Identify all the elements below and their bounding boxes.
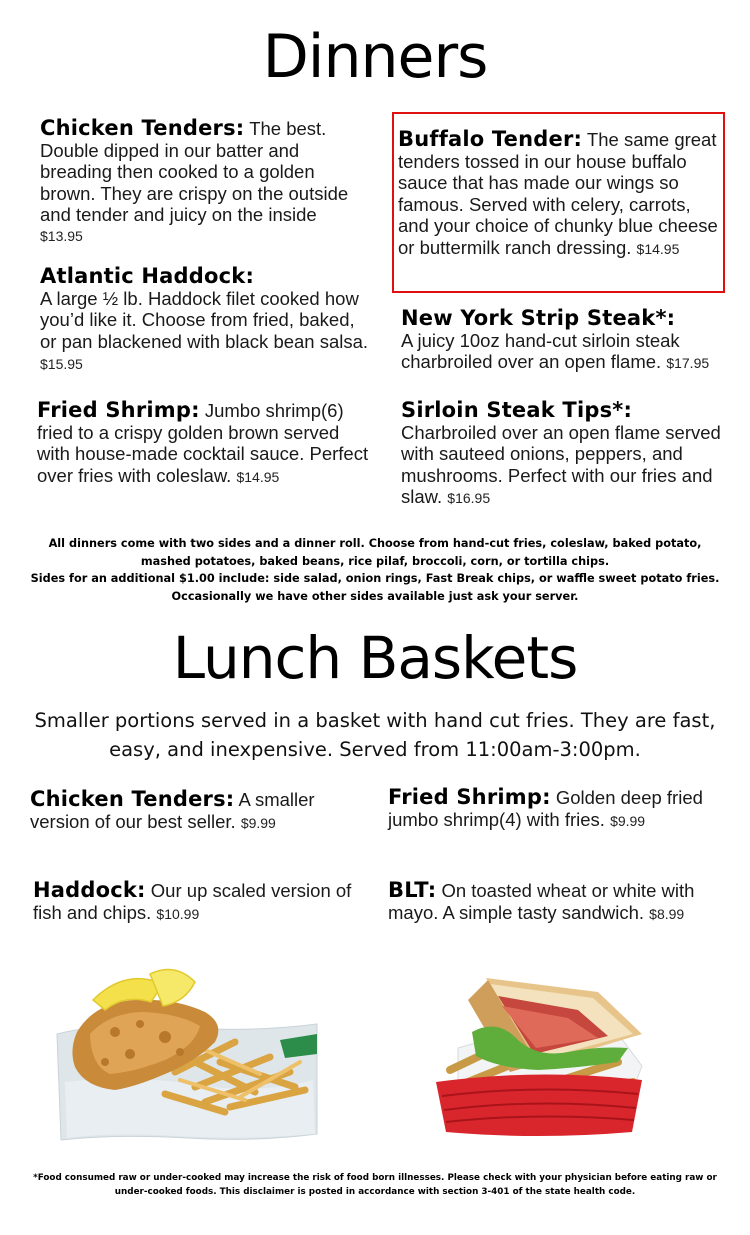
item-desc: Our up scaled version of fish and chips. bbox=[33, 880, 352, 923]
sides-note-included: All dinners come with two sides and a dinner roll. Choose from hand-cut fries, coleslaw, baked potato, mashed potatoes, baked beans, rice pilaf, broccoli, corn, or tortilla chips. bbox=[48, 537, 702, 568]
sides-note-additional: Sides for an additional $1.00 include: side salad, onion rings, Fast Break chips, or waffle sweet potato fries. Occasionally we have other sides available just ask your server. bbox=[30, 572, 720, 603]
menu-item-atlantic-haddock bbox=[40, 266, 375, 376]
item-name: Atlantic Haddock: bbox=[40, 264, 255, 288]
item-price: $9.99 bbox=[610, 812, 646, 829]
item-name: Haddock: bbox=[33, 878, 146, 902]
menu-item-fried-shrimp bbox=[37, 400, 377, 488]
item-price: $15.95 bbox=[40, 356, 83, 372]
item-price: $9.99 bbox=[240, 814, 276, 831]
lunch-baskets-title: Lunch Baskets bbox=[172, 624, 578, 692]
item-name: Fried Shrimp: bbox=[388, 785, 551, 809]
dinners-title: Dinners bbox=[262, 22, 488, 92]
item-price: $10.99 bbox=[156, 905, 200, 922]
menu-item-buffalo-tender bbox=[392, 112, 725, 293]
item-name: New York Strip Steak*: bbox=[401, 306, 676, 330]
lunch-item-fried-shrimp bbox=[388, 787, 728, 832]
item-price: $14.95 bbox=[236, 468, 280, 485]
item-desc: fried to a crispy golden brown served with house-made cocktail sauce. Perfect over fries with coleslaw. bbox=[37, 421, 369, 486]
lunch-item-blt bbox=[388, 880, 728, 925]
item-desc: Double dipped in our batter and breading then cooked to a golden brown. They are crispy on the outside and tender and juicy on the inside bbox=[40, 139, 349, 225]
fish-and-chips-photo bbox=[55, 962, 320, 1144]
sides-note bbox=[22, 535, 728, 605]
lunch-item-haddock bbox=[33, 880, 373, 925]
item-price: $14.95 bbox=[636, 240, 680, 257]
item-name: BLT: bbox=[388, 878, 437, 902]
item-desc-lead: The best. bbox=[249, 118, 327, 139]
item-name: Chicken Tenders: bbox=[40, 116, 245, 140]
item-desc: A juicy 10oz hand-cut sirloin steak charbroiled over an open flame. bbox=[401, 329, 680, 372]
item-price: $13.95 bbox=[40, 227, 83, 244]
item-price: $8.99 bbox=[649, 905, 685, 922]
menu-item-new-york-strip bbox=[401, 308, 736, 375]
blt-sandwich-photo bbox=[428, 970, 650, 1140]
lunch-item-chicken-tenders bbox=[30, 789, 370, 834]
item-desc: A large ½ lb. Haddock filet cooked how you’d like it. Choose from fried, baked, or pan blackened with black bean salsa. bbox=[40, 287, 369, 352]
item-desc-lead: Jumbo shrimp(6) bbox=[204, 400, 344, 421]
item-desc: A smaller version of our best seller. bbox=[30, 789, 315, 832]
item-desc: Charbroiled over an open flame served with sauteed onions, peppers, and mushrooms. Perfect with our fries and slaw. bbox=[401, 421, 721, 507]
item-name: Chicken Tenders: bbox=[30, 787, 235, 811]
item-price: $16.95 bbox=[447, 490, 491, 506]
item-desc: The same great tenders tossed in our house buffalo sauce that has made our wings so famous. Served with celery, carrots, and your choice of chunky blue cheese or buttermilk ranch dressing. bbox=[398, 129, 718, 258]
item-price: $17.95 bbox=[666, 355, 710, 371]
item-name: Buffalo Tender: bbox=[398, 127, 583, 151]
item-name: Sirloin Steak Tips*: bbox=[401, 398, 633, 422]
item-desc: On toasted wheat or white with mayo. A simple tasty sandwich. bbox=[388, 880, 695, 923]
lunch-intro: Smaller portions served in a basket with hand cut fries. They are fast, easy, and inexpensive. Served from 11:00am-3:00pm. bbox=[34, 709, 716, 761]
menu-item-sirloin-steak-tips bbox=[401, 400, 741, 510]
health-disclaimer: *Food consumed raw or under-cooked may increase the risk of food born illnesses. Please check with your physician before eating raw or under-cooked foods. This disclaimer is posted in accordance with section 3-401 of the state health code. bbox=[33, 1173, 717, 1197]
item-name: Fried Shrimp: bbox=[37, 398, 200, 422]
menu-item-chicken-tenders bbox=[40, 118, 375, 247]
item-desc: Golden deep fried jumbo shrimp(4) with fries. bbox=[388, 787, 703, 830]
